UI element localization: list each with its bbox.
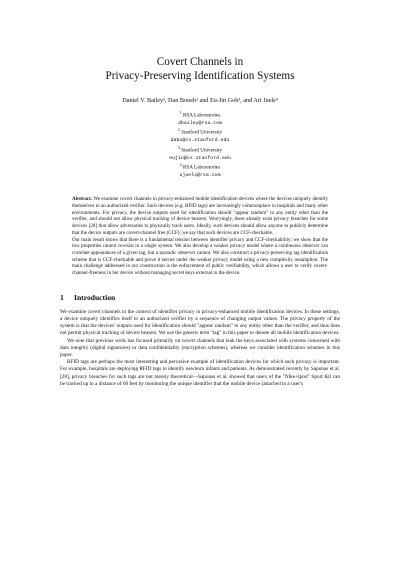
paper-title bbox=[60, 55, 340, 83]
affiliation-2-label: Stanford University bbox=[181, 130, 223, 137]
affiliation-1-email: dbailey@rsa.com bbox=[177, 121, 223, 127]
affiliation-1-mark: 1 bbox=[179, 111, 182, 115]
paper-page bbox=[0, 55, 400, 573]
affiliation-1-name bbox=[60, 110, 340, 120]
body-paragraph-3: RFID tags are perhaps the most interesting and pervasive example of identification devices for which such privacy is important. For example, hospitals are deploying RFID tags to identify newborn infants and patients. As demonstrated recently by Saponas et al. [28], privacy breaches for such tags are not merely theoretical—Saponas et al. showed that users of the "Nike+Ipod" Sport Kit can be tracked up to a distance of 60 feet by monitoring the unique identifier that the mobile device (attached to a user's bbox=[60, 359, 340, 387]
affiliation-3-mark: 3 bbox=[177, 145, 180, 150]
abstract bbox=[72, 196, 328, 276]
abstract-label: Abstract. bbox=[72, 196, 93, 203]
intro-body bbox=[60, 309, 340, 388]
abstract-paragraph-2: Our main result shows that there is a fundamental tension between identifier privacy and CCF-checkability; we show that the two properties cannot co-exist in a single system. We also develop a weaker privacy model where a continuous observer can correlate appearances of a given tag, but a sporadic observer cannot. We also construct a privacy-preserving tag identification scheme that is CCF-checkable and prove it secure under the weaker privacy model using a new complexity assumption. The main challenge addressed in our construction is the enforcement of public verifiability, which allows a user to verify covert-channel-freeness in her device without managing secret keys external to the device. bbox=[72, 236, 328, 277]
author-list: Daniel V. Bailey¹, Dan Boneh² and Eu-Jin Goh³, and Ari Juels⁴ bbox=[122, 97, 278, 104]
affiliation-1-label: RSA Laboratories bbox=[182, 112, 221, 119]
section-number: 1 bbox=[60, 292, 64, 302]
section-heading bbox=[60, 293, 340, 302]
affiliation-3-label: Stanford University bbox=[181, 147, 223, 154]
title-line-2: Privacy-Preserving Identification Systems bbox=[105, 70, 295, 82]
abstract-paragraph-1 bbox=[72, 196, 328, 236]
abstract-text-1: We examine covert channels in privacy-enhanced mobile identification devices where the devices uniquely identify themselves to an authorized verifier. Such devices (e.g. RFID tags) are increasingly commonplace in hospitals and many other environments. For privacy, the device outputs used for identification should "appear random" to any entity other than the verifier, and should not allow physical tracking of device bearers. Worryingly, there already exist privacy breaches for some devices [28] that allow adversaries to physically track users. Ideally, such devices should allow anyone to publicly determine that the device outputs are covert-channel free (CCF); we say that such devices are CCF-checkable. bbox=[72, 196, 329, 236]
section-title: Introduction bbox=[74, 292, 116, 302]
affiliation-3-name bbox=[60, 145, 340, 155]
affiliation-4-name bbox=[60, 162, 340, 172]
affiliations bbox=[60, 110, 340, 179]
affiliation-4-email: ajuels@rsa.com bbox=[179, 173, 221, 179]
body-paragraph-1: We examine covert channels in the context of identifier privacy in privacy-enhanced mobile identification devices. In these settings, a device uniquely identifies itself to an authorized verifier by a sequence of changing output values. The privacy property of the system is that the devices' outputs used for identification should "appear random" to any entity other than the verifier, and thus does not permit physical tracking of device bearers. We use the generic term "tag" in this paper to denote all mobile identification devices. bbox=[60, 308, 340, 337]
title-line-1: Covert Channels in bbox=[156, 56, 244, 68]
affiliation-2-name bbox=[60, 127, 340, 137]
affiliation-3-email: eujin@cs.stanford.edu bbox=[169, 155, 231, 161]
affiliation-2-email: dabo@cs.stanford.edu bbox=[170, 138, 230, 144]
affiliation-4-mark: 4 bbox=[179, 162, 182, 167]
affiliation-4-label: RSA Laboratories bbox=[182, 164, 221, 171]
body-paragraph-2: We note that previous work has focused primarily on covert channels that leak the keys associated with systems concerned with data integrity (digital signatures) or data confidentiality (encryption schemes), whereas we consider identification schemes in this paper. bbox=[60, 337, 340, 358]
affiliation-2-mark: 2 bbox=[177, 128, 180, 133]
